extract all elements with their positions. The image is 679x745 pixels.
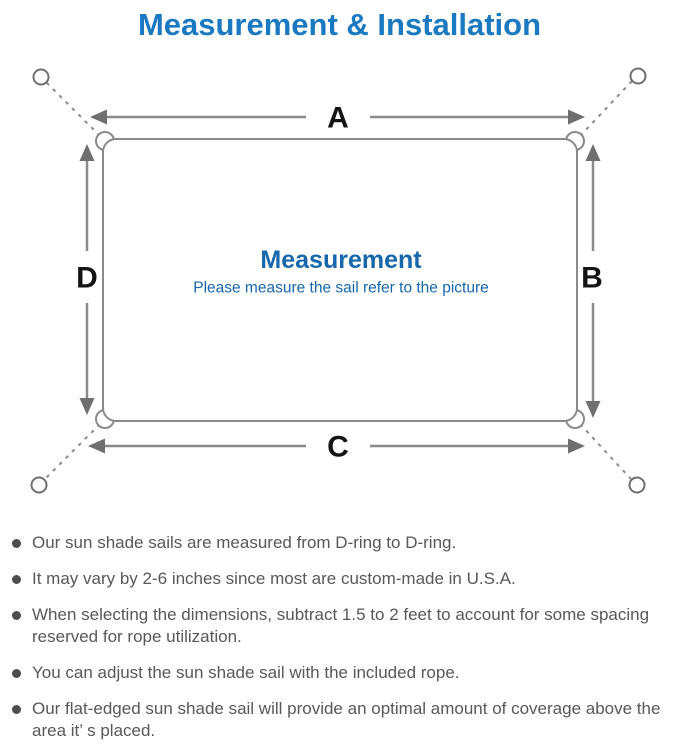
notes-list [0,532,679,742]
dimension-d [76,144,98,415]
dimension-b [581,144,603,418]
bullet-icon [12,539,21,548]
anchor-ring-top-left [34,70,49,85]
list-item [12,662,669,684]
guy-line-bottom-right [580,424,631,479]
dimension-label-b: B [581,261,603,295]
anchor-ring-top-right [631,69,646,84]
arrowhead-d-bottom [80,398,95,415]
arrowhead-b-bottom [586,401,601,418]
center-heading: Measurement [260,246,422,274]
dimension-a [90,102,585,135]
anchor-ring-bottom-left [32,478,47,493]
dimension-c [88,431,585,464]
measurement-diagram [0,55,679,515]
list-item [12,698,669,742]
bullet-icon [12,669,21,678]
center-subtitle: Please measure the sail refer to the picture [193,279,489,297]
note-text: When selecting the dimensions, subtract 1.5 to 2 feet to account for some spacing reserved for rope utilization. [32,605,650,646]
arrowhead-d-top [80,144,95,161]
arrowhead-c-right [568,439,585,454]
list-item [12,604,669,648]
dimension-label-a: A [327,101,349,135]
note-text: Our flat-edged sun shade sail will provide an optimal amount of coverage above the area it’ s placed. [32,699,661,740]
arrowhead-a-left [90,110,107,125]
list-item [12,532,669,554]
anchor-ring-bottom-right [630,478,645,493]
note-text: You can adjust the sun shade sail with the included rope. [32,663,460,682]
guy-line-bottom-left [45,424,100,479]
bullet-icon [12,705,21,714]
guy-line-top-right [580,81,632,136]
note-text: Our sun shade sails are measured from D-ring to D-ring. [32,533,457,552]
page-title: Measurement & Installation [137,7,542,42]
note-text: It may vary by 2-6 inches since most are custom-made in U.S.A. [32,569,516,588]
arrowhead-c-left [88,439,105,454]
list-item [12,568,669,590]
dimension-label-d: D [76,261,98,295]
bullet-icon [12,611,21,620]
guy-line-top-left [46,82,100,136]
bullet-icon [12,575,21,584]
arrowhead-b-top [586,144,601,161]
dimension-label-c: C [327,430,349,464]
arrowhead-a-right [568,110,585,125]
